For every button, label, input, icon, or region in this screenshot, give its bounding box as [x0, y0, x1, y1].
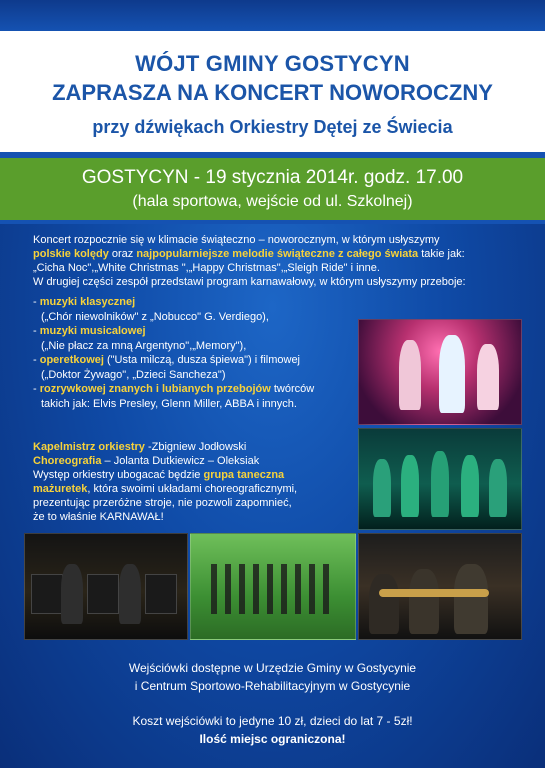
price-info [0, 712, 545, 748]
program-list [33, 295, 353, 411]
dancer-figure [439, 335, 465, 413]
intro-text [33, 233, 513, 289]
photo-dancers-green [358, 428, 522, 530]
list-item: - rozrywkowej znanych i lubianych przebojów twórców [33, 383, 315, 395]
intro-line-4: W drugiej części zespół przedstawi program karnawałowy, w którym usłyszymy przeboje: [33, 276, 466, 288]
crew-desc-2 [33, 482, 353, 496]
music-stand [87, 574, 119, 614]
title-line-3: przy dźwiękach Orkiestry Dętej ze Świecia [92, 117, 453, 137]
kapelmistrz-label: Kapelmistrz orkiestry [33, 441, 145, 453]
desc-1-bold: grupa taneczna [203, 469, 285, 481]
dancer-figure [489, 459, 507, 517]
list-item-sub: („Doktor Żywago", „Dzieci Sancheza") [41, 368, 226, 381]
item-operetta: operetkowej [39, 354, 104, 366]
desc-2-bold: mażuretek [33, 483, 88, 495]
dancer-figure [373, 459, 391, 517]
event-place: (hala sportowa, wejście od ul. Szkolnej) [132, 193, 413, 210]
crew-desc-4: że to właśnie KARNAWAŁ! [33, 511, 164, 523]
list-item: - muzyki klasycznej [33, 296, 136, 308]
desc-1: Występ orkiestry ubogacać będzie [33, 469, 204, 481]
item-classical: muzyki klasycznej [39, 296, 136, 308]
title-line-1: WÓJT GMINY GOSTYCYN [135, 51, 410, 76]
brass-instrument [379, 589, 489, 597]
musician-figure [409, 569, 439, 634]
dancer-figure [477, 344, 499, 410]
photo-orchestra-stands [24, 533, 188, 640]
desc-2: , która swoimi układami choreograficznymi, [87, 483, 298, 495]
crew-kapelmistrz [33, 440, 353, 454]
poster-header [0, 31, 545, 153]
dancer-figure [399, 340, 421, 410]
musician-figure [369, 574, 399, 634]
crew-desc-1 [33, 468, 353, 482]
crew-desc-3: prezentując przeróżne stroje, nie pozwoli zapomnieć, [33, 497, 292, 509]
divider-bottom [0, 220, 545, 224]
list-item-sub: („Nie płacz za mną Argentyno",„Memory"), [41, 339, 247, 352]
tickets-line-1: Wejściówki dostępne w Urzędzie Gminy w Gostycynie [128, 661, 417, 675]
intro-oraz: oraz [108, 248, 137, 260]
marching-band [211, 564, 335, 614]
item-musical: muzyki musicalowej [39, 325, 146, 337]
limited-seats: Ilość miejsc ograniczona! [199, 732, 346, 746]
title-line-2: ZAPRASZA NA KONCERT NOWOROCZNY [52, 80, 493, 105]
intro-takie: takie jak: [418, 248, 465, 260]
event-band [0, 158, 545, 220]
crew-text [33, 440, 353, 524]
musician-figure [119, 564, 141, 624]
event-date: GOSTYCYN - 19 stycznia 2014r. godz. 17.00 [81, 167, 464, 188]
list-item-sub: takich jak: Elvis Presley, Glenn Miller, ABBA i innych. [41, 397, 297, 410]
intro-line-3: „Cicha Noc",„White Christmas ",„Happy Christmas",„Sleigh Ride" i inne. [33, 262, 380, 274]
dancer-figure [431, 451, 449, 517]
photo-dancers-pink [358, 319, 522, 425]
photo-marching-field [190, 533, 356, 640]
limited-line [0, 730, 545, 748]
list-item-sub: („Chór niewolników" z „Nobucco" G. Verdiego), [41, 310, 269, 323]
choreo-label: Choreografia [33, 455, 102, 467]
choreo-name: – Jolanta Dutkiewicz – Oleksiak [101, 455, 260, 467]
crew-choreo [33, 454, 353, 468]
music-stand [31, 574, 63, 614]
music-stand [145, 574, 177, 614]
intro-line-2 [33, 247, 513, 261]
top-stripe [0, 0, 545, 31]
musician-figure [454, 564, 488, 634]
list-item: - muzyki musicalowej [33, 325, 146, 337]
tickets-info [0, 659, 545, 695]
item-popular-rest: twórców [270, 383, 315, 395]
highlight-koledy: polskie kolędy [33, 248, 109, 260]
photo-orchestra-brass [358, 533, 522, 640]
price-line: Koszt wejściówki to jedyne 10 zł, dzieci do lat 7 - 5zł! [132, 714, 413, 728]
musician-figure [61, 564, 83, 624]
kapelmistrz-name: -Zbigniew Jodłowski [144, 441, 247, 453]
tickets-line-2: i Centrum Sportowo-Rehabilitacyjnym w Gostycynie [134, 679, 411, 693]
highlight-melodie: najpopularniejsze melodie świąteczne z całego świata [136, 248, 419, 260]
dancer-figure [401, 455, 419, 517]
item-operetta-rest: ("Usta milczą, dusza śpiewa") i filmowej [103, 354, 301, 366]
list-item: - operetkowej ("Usta milczą, dusza śpiewa") i filmowej [33, 354, 301, 366]
dancer-figure [461, 455, 479, 517]
intro-line-1: Koncert rozpocznie się w klimacie świąteczno – noworocznym, w którym usłyszymy [33, 234, 440, 246]
item-popular: rozrywkowej znanych i lubianych przebojów [39, 383, 271, 395]
